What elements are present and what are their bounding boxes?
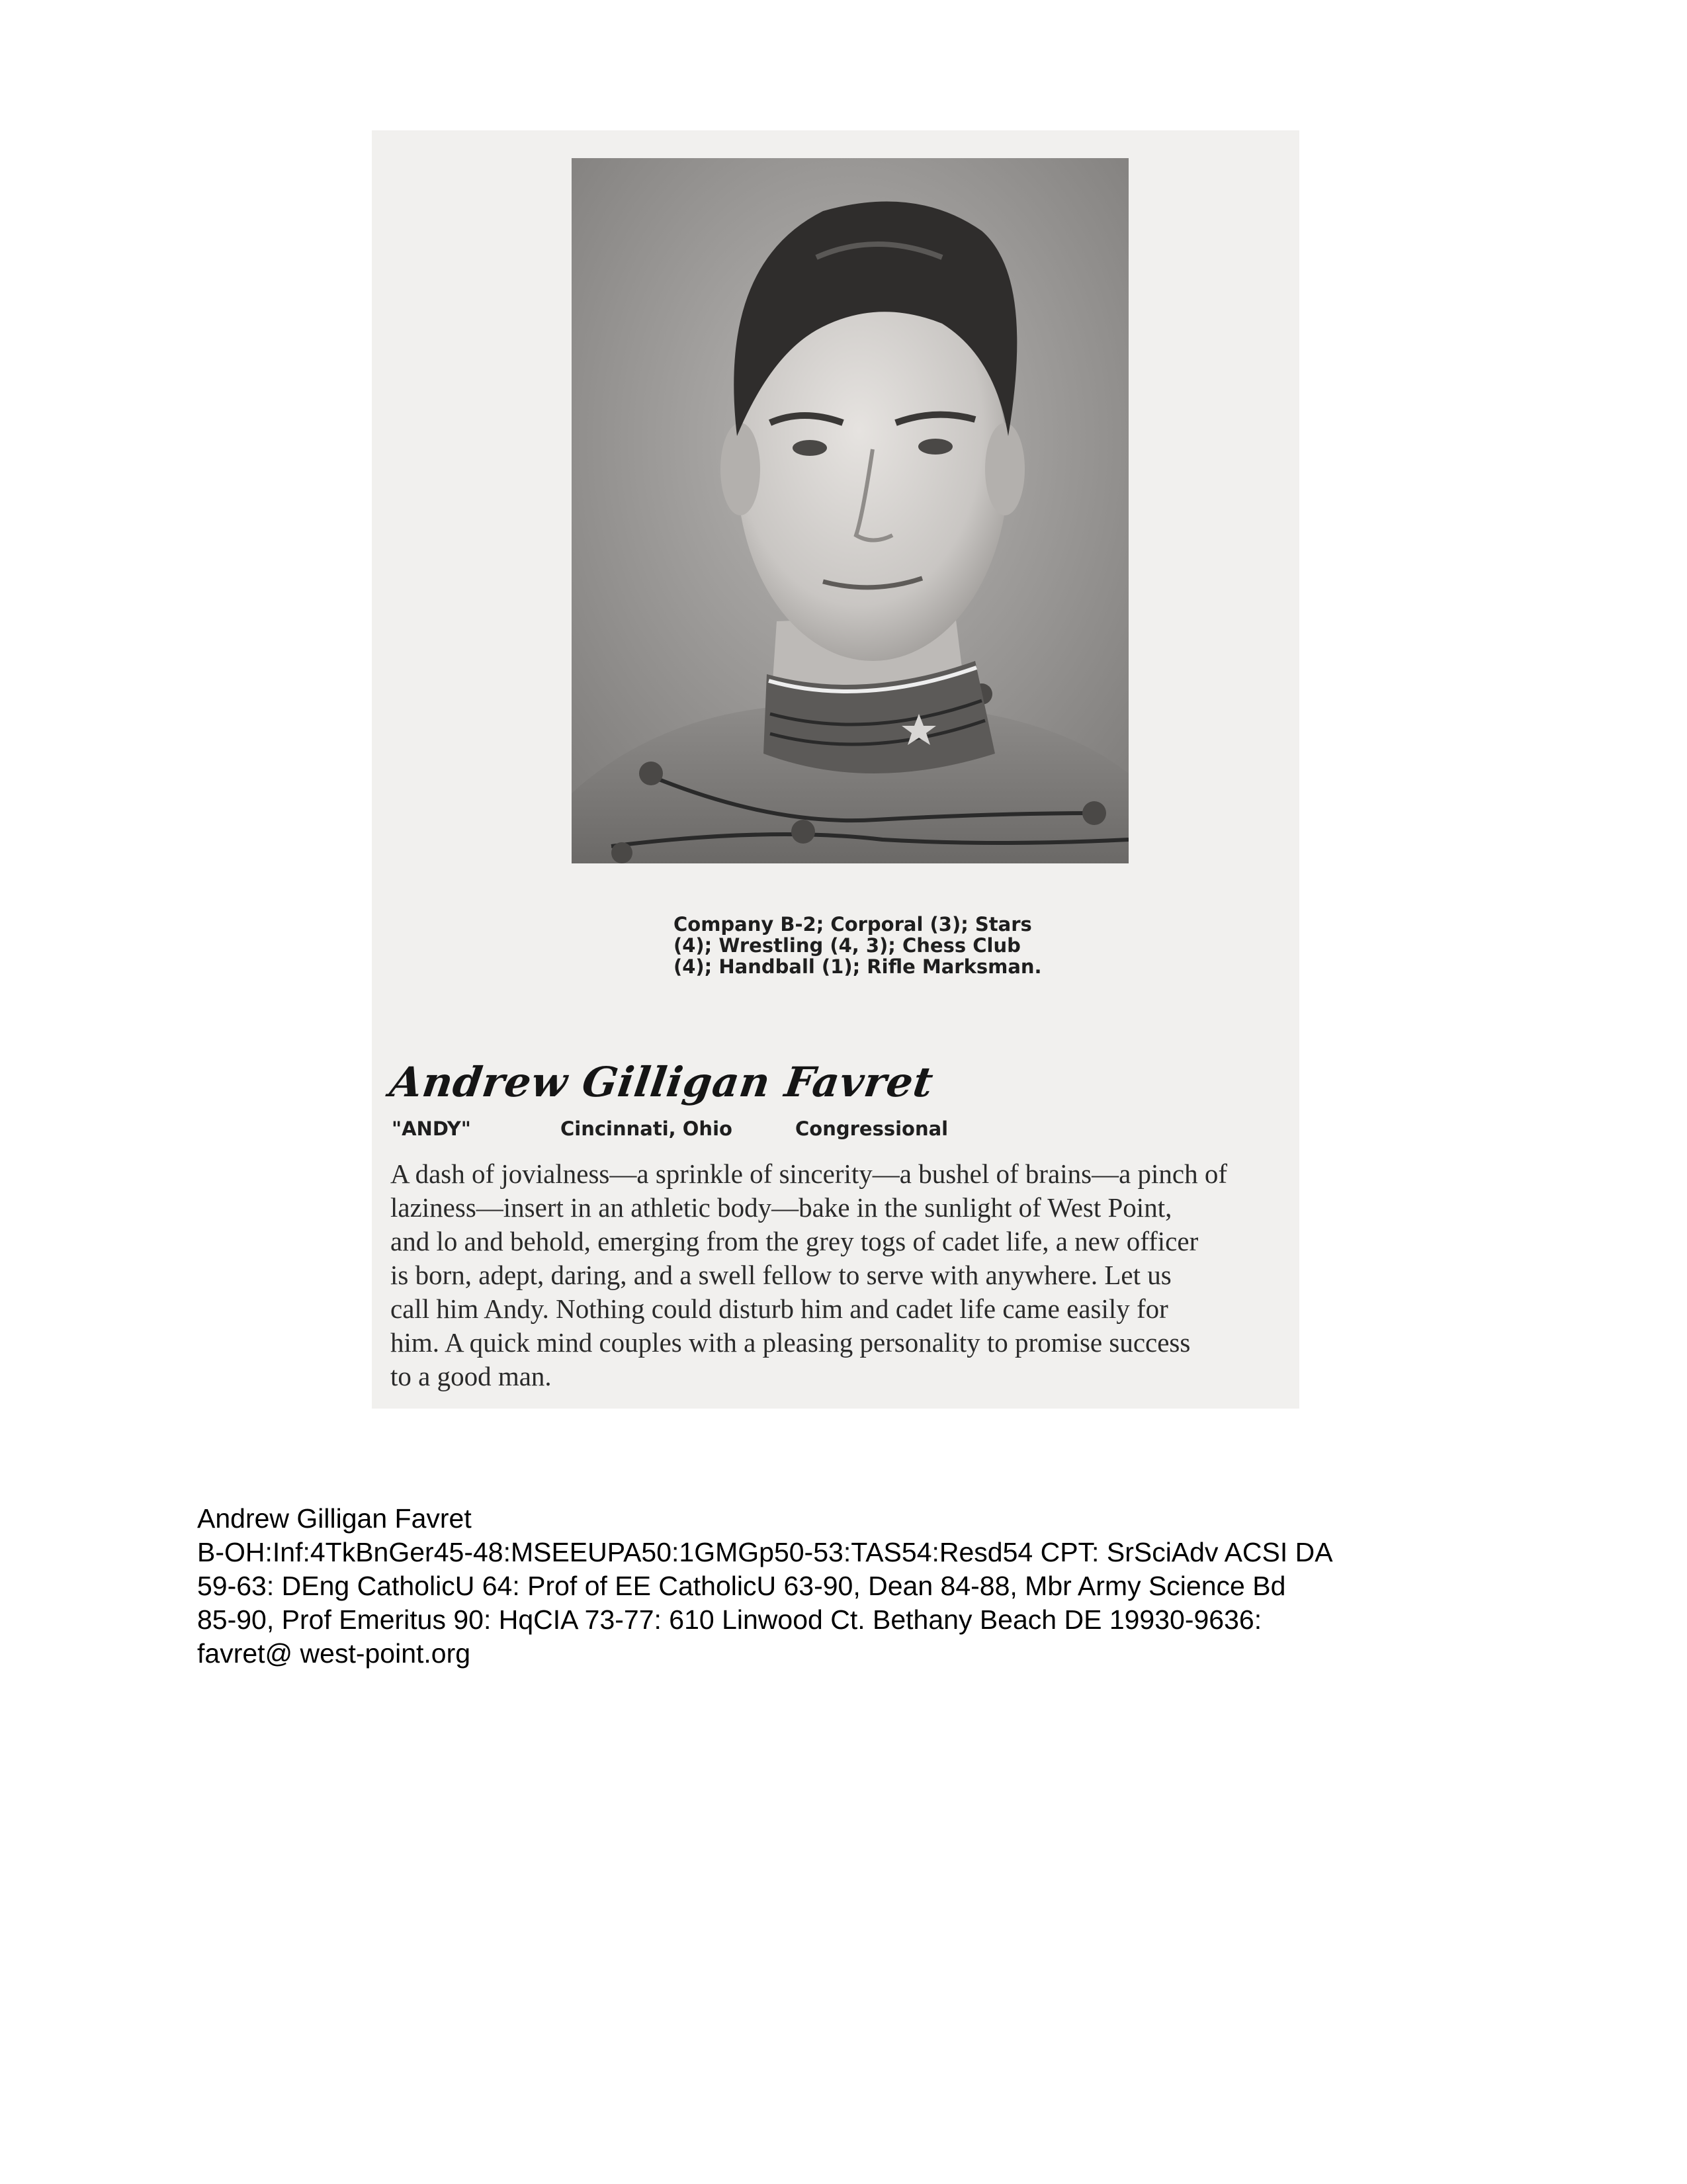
appointment-type: Congressional [795,1117,949,1140]
bio-line: him. A quick mind couples with a pleasing personality to promise success [390,1327,1191,1358]
bio-line: laziness—insert in an athletic body—bake in the sunlight of West Point, [390,1192,1172,1223]
activities-list [673,914,1044,977]
yearbook-scan [372,130,1299,1409]
activities-line: (4); Wrestling (4, 3); Chess Club [673,934,1021,957]
cadet-name-heading: Andrew Gilligan Favret [386,1058,937,1106]
caption-line: 85-90, Prof Emeritus 90: HqCIA 73-77: 610 Linwood Ct. Bethany Beach DE 19930-9636: [197,1604,1262,1635]
bio-line: is born, adept, daring, and a swell fellow to serve with anywhere. Let us [390,1260,1172,1290]
caption-line: Andrew Gilligan Favret [197,1503,472,1534]
activities-line: (4); Handball (1); Rifle Marksman. [673,955,1042,978]
bio-line: to a good man. [390,1361,552,1391]
hometown: Cincinnati, Ohio [560,1117,732,1140]
caption-line: B-OH:Inf:4TkBnGer45-48:MSEEUPA50:1GMGp50-53:TAS54:Resd54 CPT: SrSciAdv ACSI DA [197,1537,1333,1567]
career-caption [197,1502,1520,1671]
bio-line: and lo and behold, emerging from the grey togs of cadet life, a new officer [390,1226,1199,1256]
bio-line: A dash of jovialness—a sprinkle of sincerity—a bushel of brains—a pinch of [390,1158,1228,1189]
activities-line: Company B-2; Corporal (3); Stars [673,913,1032,936]
caption-line: favret@ west-point.org [197,1638,471,1669]
bio-line: call him Andy. Nothing could disturb him and cadet life came easily for [390,1293,1168,1324]
caption-line: 59-63: DEng CatholicU 64: Prof of EE CatholicU 63-90, Dean 84-88, Mbr Army Science Bd [197,1571,1286,1601]
nickname: "ANDY" [392,1117,471,1140]
cadet-biography [390,1157,1307,1393]
cadet-portrait-photo [572,158,1129,863]
